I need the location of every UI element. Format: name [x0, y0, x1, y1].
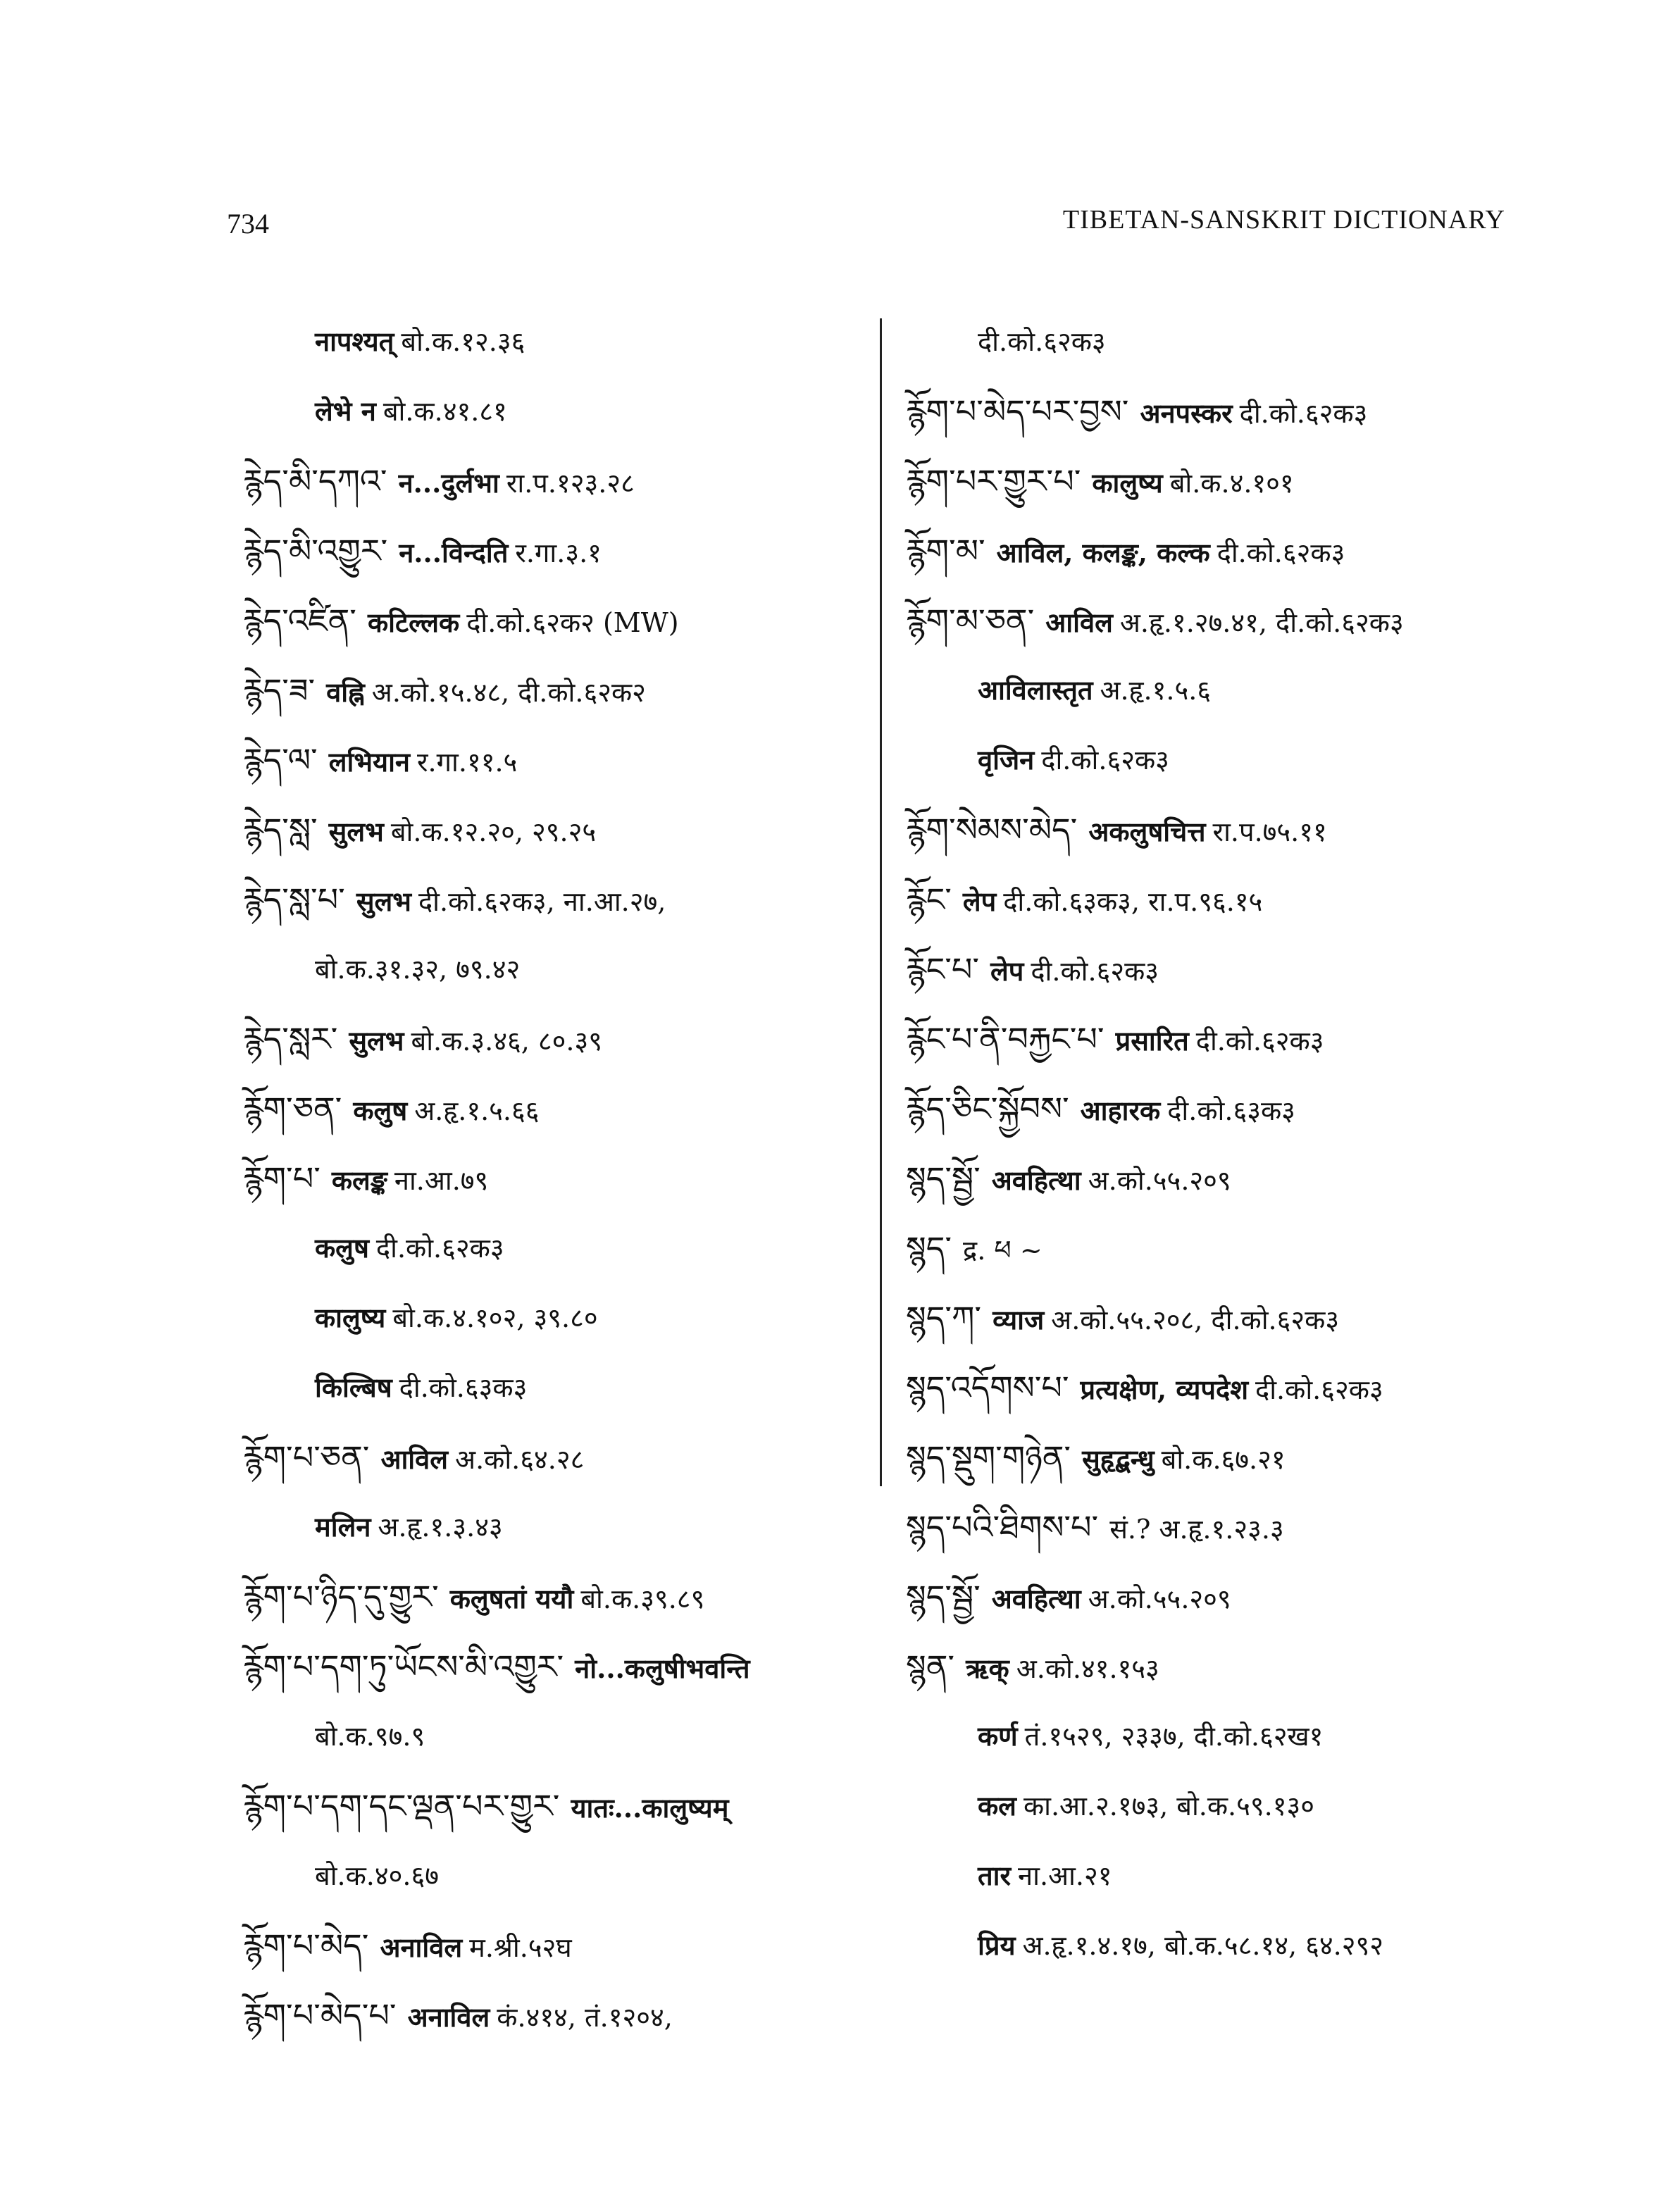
tibetan-headword: རྙོག་པ་མེད་པར་བྱས་ [906, 392, 1129, 430]
running-head: TIBETAN-SANSKRIT DICTIONARY [1062, 205, 1505, 235]
sanskrit-term: अवहित्था [991, 1164, 1081, 1196]
source-reference: सं.? अ.हृ.१.२३.३ [1109, 1514, 1284, 1545]
source-reference: का.आ.२.१७३, बो.क.५९.१३० [1023, 1791, 1315, 1822]
dictionary-entry [906, 1506, 1540, 1576]
sanskrit-term: लेप [962, 885, 997, 917]
sanskrit-term: प्रसारित [1115, 1025, 1189, 1057]
tibetan-headword: སྙད་ [906, 1229, 952, 1267]
sanskrit-term: कर्ण [978, 1720, 1018, 1752]
sanskrit-term: व्याज [993, 1304, 1045, 1336]
source-reference: अ.को.१५.४८, दी.को.६२क२ [371, 677, 646, 708]
dictionary-entry [243, 1506, 863, 1576]
sanskrit-term: वह्नि [326, 676, 365, 708]
source-reference: ना.आ.७९ [394, 1165, 489, 1196]
sanskrit-term: आविलास्तृत [978, 674, 1093, 706]
dictionary-entry [243, 1018, 863, 1088]
dictionary-entry [243, 1157, 863, 1227]
sanskrit-term: ऋक् [966, 1652, 1009, 1684]
sanskrit-term: यातः...कालुष्यम् [571, 1792, 729, 1824]
tibetan-headword: རྙོག་པ་ཉིད་དུ་གྱུར་ [243, 1578, 439, 1616]
tibetan-headword: སྙད་སྦྱོ་ [906, 1159, 981, 1197]
dictionary-entry [243, 390, 863, 460]
tibetan-headword: རྙོང་པ་ [906, 950, 980, 988]
sanskrit-term: प्रिय [978, 1929, 1016, 1961]
source-reference: र.गा.११.५ [417, 747, 518, 778]
sanskrit-term: किल्बिष [315, 1371, 392, 1403]
source-reference: बो.क.१२.२०, २९.२५ [390, 816, 597, 847]
dictionary-entry [243, 1855, 863, 1924]
source-reference: बो.क.४०.६७ [315, 1860, 440, 1891]
tibetan-headword: རྙོད་ཅིང་སྐྱོབས་ [906, 1090, 1069, 1128]
dictionary-entry [243, 1436, 863, 1506]
sanskrit-term: लभियान [328, 746, 411, 778]
source-reference: अ.हृ.१.४.१७, बो.क.५८.१४, ६४.२९२ [1022, 1930, 1384, 1961]
source-reference: बो.क.४.१०१ [1169, 468, 1294, 499]
tibetan-headword: རྙོག་པ་དག་ཏུ་ཡོངས་མི་འགྱུར་ [243, 1648, 564, 1686]
tibetan-headword: རྙོག་པར་གྱུར་པ་ [906, 462, 1081, 500]
source-reference: बो.क.६७.२१ [1161, 1444, 1286, 1475]
dictionary-entry [906, 1645, 1540, 1715]
dictionary-entry [243, 1297, 863, 1366]
dictionary-entry [906, 878, 1540, 948]
source-reference: बो.क.३१.३२, ७९.४२ [315, 954, 521, 985]
source-reference: दी.को.६२क३ [1239, 398, 1368, 429]
source-reference: दी.को.६२क३ [1217, 537, 1345, 568]
dictionary-entry [243, 460, 863, 530]
sanskrit-term: आहारक [1080, 1095, 1161, 1126]
source-reference: दी.को.६२क३ [1255, 1374, 1383, 1405]
sanskrit-term: सुलभ [356, 885, 411, 917]
sanskrit-term: अवहित्था [991, 1583, 1081, 1614]
dictionary-entry [243, 320, 863, 390]
tibetan-headword: རྙོག་མ་ [906, 532, 985, 570]
tibetan-headword: སྙད་པའི་ཐིགས་པ་ [906, 1508, 1099, 1546]
source-reference: अ.को.५५.२०९ [1088, 1583, 1231, 1614]
sanskrit-term: नो...कलुषीभवन्ति [575, 1652, 750, 1684]
source-reference: दी.को.६३क३ [399, 1372, 528, 1403]
dictionary-entry [906, 460, 1540, 530]
sanskrit-term: तार [978, 1860, 1012, 1891]
sanskrit-term: कालुष्य [1092, 467, 1163, 499]
dictionary-entry [243, 1088, 863, 1157]
tibetan-headword: རྙོང་ [906, 880, 952, 919]
tibetan-headword: རྙེད་མི་དཀའ་ [243, 462, 387, 500]
sanskrit-term: कलङ्क [331, 1164, 387, 1196]
sanskrit-term: प्रत्यक्षेण, व्यपदेश [1080, 1374, 1249, 1405]
sanskrit-term: कलुष [315, 1232, 369, 1264]
dictionary-entry [906, 1436, 1540, 1506]
source-reference: दी.को.६२क३ [1041, 745, 1169, 776]
dictionary-entry [906, 390, 1540, 460]
sanskrit-term: अनाविल [380, 1931, 463, 1963]
tibetan-headword: རྙེད་མི་འགྱུར་ [243, 532, 388, 570]
sanskrit-term: अनपस्कर [1140, 397, 1233, 429]
dictionary-entry [906, 1785, 1540, 1855]
sanskrit-term: लेभे न [315, 395, 376, 427]
page-number: 734 [227, 208, 269, 239]
dictionary-entry [243, 809, 863, 878]
sanskrit-term: आविल [1045, 606, 1113, 638]
sanskrit-term: सुहृद्बन्धु [1082, 1443, 1155, 1475]
tibetan-headword: རྙེད་འཛིན་ [243, 602, 356, 640]
dictionary-entry [906, 320, 1540, 390]
dictionary-entry [243, 1645, 863, 1715]
sanskrit-term: कालुष्य [315, 1302, 386, 1333]
source-reference: अ.हृ.१.२७.४१, दी.को.६२क३ [1119, 607, 1404, 638]
source-reference: अ.हृ.१.५.६६ [414, 1095, 540, 1126]
tibetan-headword: སྙན་ [906, 1648, 955, 1686]
source-reference: बो.क.४१.८१ [382, 396, 507, 427]
source-reference: बो.क.३.४६, ८०.३९ [411, 1026, 603, 1057]
sanskrit-term: कल [978, 1790, 1016, 1822]
dictionary-entry [243, 1924, 863, 1994]
dictionary-entry [906, 1088, 1540, 1157]
tibetan-headword: རྙེད་ལ་ [243, 741, 318, 779]
tibetan-headword: རྙོག་མ་ཅན་ [906, 602, 1035, 640]
source-reference: रा.प.१२३.२८ [506, 468, 635, 499]
source-reference: दी.को.६३क३ [1167, 1095, 1295, 1126]
dictionary-entry [243, 1715, 863, 1785]
tibetan-headword: སྙད་འདོགས་པ་ [906, 1369, 1069, 1407]
source-reference: अ.हृ.१.३.४३ [378, 1512, 503, 1543]
sanskrit-term: सुलभ [328, 816, 384, 847]
source-reference: बो.क.४.१०२, ३९.८० [392, 1302, 598, 1333]
source-reference: दी.को.६२क३ [1031, 956, 1159, 987]
dictionary-entry [243, 530, 863, 599]
source-reference: दी.को.६२क३, ना.आ.२७, [418, 886, 666, 917]
sanskrit-term: वृजिन [978, 744, 1035, 776]
source-reference: रा.प.७५.११ [1212, 816, 1327, 847]
dictionary-entry [906, 1018, 1540, 1088]
source-reference: दी.को.६२क२ (MW) [466, 607, 679, 638]
dictionary-entry [906, 1227, 1540, 1297]
sanskrit-term: न...दुर्लभा [398, 467, 499, 499]
dictionary-entry [906, 1157, 1540, 1227]
source-reference: दी.को.६२क३ [1195, 1026, 1324, 1057]
dictionary-entry [906, 809, 1540, 878]
sanskrit-term: न...विन्दति [399, 537, 509, 568]
source-reference: र.गा.३.१ [515, 537, 602, 568]
source-reference: दी.को.६३क३, रा.प.९६.१५ [1003, 886, 1263, 917]
tibetan-headword: རྙོག་པ་ [243, 1159, 321, 1197]
source-reference: अ.को.६४.२८ [455, 1444, 585, 1475]
dictionary-entry [906, 599, 1540, 669]
sanskrit-term: सुलभ [349, 1025, 404, 1057]
dictionary-entry [243, 1227, 863, 1297]
sanskrit-term: नापश्यत् [315, 325, 394, 357]
tibetan-headword: རྙོག་སེམས་མེད་ [906, 811, 1078, 849]
tibetan-headword: སྙད་སྦྱོ་ [906, 1578, 981, 1616]
dictionary-entry [906, 739, 1540, 809]
sanskrit-term: अकलुषचित्त [1088, 816, 1206, 847]
source-reference: ना.आ.२१ [1018, 1860, 1112, 1891]
source-reference: म.श्री.५२घ [469, 1932, 572, 1963]
sanskrit-term: कलुष [353, 1095, 408, 1126]
source-reference: तं.१५२९, २३३७, दी.को.६२ख१ [1024, 1721, 1324, 1752]
tibetan-headword: རྙོག་པ་མེད་པ་ [243, 1996, 397, 2034]
source-reference: कं.४१४, तं.१२०४, [497, 2002, 673, 2033]
column-divider [880, 318, 882, 1486]
tibetan-headword: རྙེད་ཟ་ [243, 671, 316, 709]
sanskrit-term: कलुषतां ययौ [449, 1583, 574, 1614]
dictionary-entry [906, 1366, 1540, 1436]
dictionary-entry [906, 1297, 1540, 1366]
sanskrit-term: आविल [380, 1443, 449, 1475]
tibetan-headword: རྙོག་ཅན་ [243, 1090, 342, 1128]
dictionary-entry [906, 1576, 1540, 1645]
source-reference: बो.क.३९.८९ [580, 1583, 705, 1614]
dictionary-entry [243, 599, 863, 669]
dictionary-entry [243, 1576, 863, 1645]
tibetan-headword: རྙེད་སླ་པ་ [243, 880, 345, 919]
source-reference: अ.हृ.१.५.६ [1100, 675, 1212, 706]
dictionary-entry [906, 1924, 1540, 1994]
dictionary-entry [243, 669, 863, 739]
sanskrit-term: अनाविल [407, 2001, 490, 2033]
tibetan-headword: རྙེད་སླར་ [243, 1020, 338, 1058]
source-reference: द्र. ཕ ~ [963, 1235, 1043, 1266]
right-column [906, 320, 1540, 1994]
source-reference: अ.को.५५.२०९ [1088, 1165, 1231, 1196]
dictionary-entry [906, 530, 1540, 599]
source-reference: अ.को.५५.२०८, दी.को.६२क३ [1051, 1305, 1340, 1336]
sanskrit-term: मलिन [315, 1511, 371, 1543]
dictionary-entry [243, 948, 863, 1018]
tibetan-headword: རྙེད་སླ་ [243, 811, 318, 849]
dictionary-entry [243, 1785, 863, 1855]
dictionary-entry [906, 1855, 1540, 1924]
dictionary-entry [243, 1366, 863, 1436]
dictionary-entry [906, 669, 1540, 739]
left-column [243, 320, 863, 2064]
tibetan-headword: རྙོག་པ་ཅན་ [243, 1438, 370, 1476]
dictionary-entry [906, 948, 1540, 1018]
source-reference: बो.क.१२.३६ [401, 326, 525, 357]
source-reference: अ.को.४१.१५३ [1016, 1653, 1159, 1684]
dictionary-entry [906, 1715, 1540, 1785]
sanskrit-term: लेप [990, 955, 1024, 987]
dictionary-entry [243, 878, 863, 948]
dictionary-entry [243, 1994, 863, 2064]
source-reference: बो.क.९७.९ [315, 1721, 425, 1752]
source-reference: दी.को.६२क३ [375, 1233, 504, 1264]
sanskrit-term: कटिल्लक [367, 606, 460, 638]
tibetan-headword: སྙད་ཀ་ [906, 1299, 982, 1337]
source-reference: दी.को.६२क३ [978, 326, 1106, 357]
tibetan-headword: རྙོང་པ་ནི་བརྐྱང་པ་ [906, 1020, 1105, 1058]
dictionary-entry [243, 739, 863, 809]
tibetan-headword: སྙད་སྡུག་གཉེན་ [906, 1438, 1071, 1476]
sanskrit-term: आविल, कलङ्क, कल्क [996, 537, 1210, 568]
tibetan-headword: རྙོག་པ་མེད་ [243, 1926, 369, 1965]
tibetan-headword: རྙོག་པ་དག་དང་ལྡན་པར་གྱུར་ [243, 1787, 560, 1825]
